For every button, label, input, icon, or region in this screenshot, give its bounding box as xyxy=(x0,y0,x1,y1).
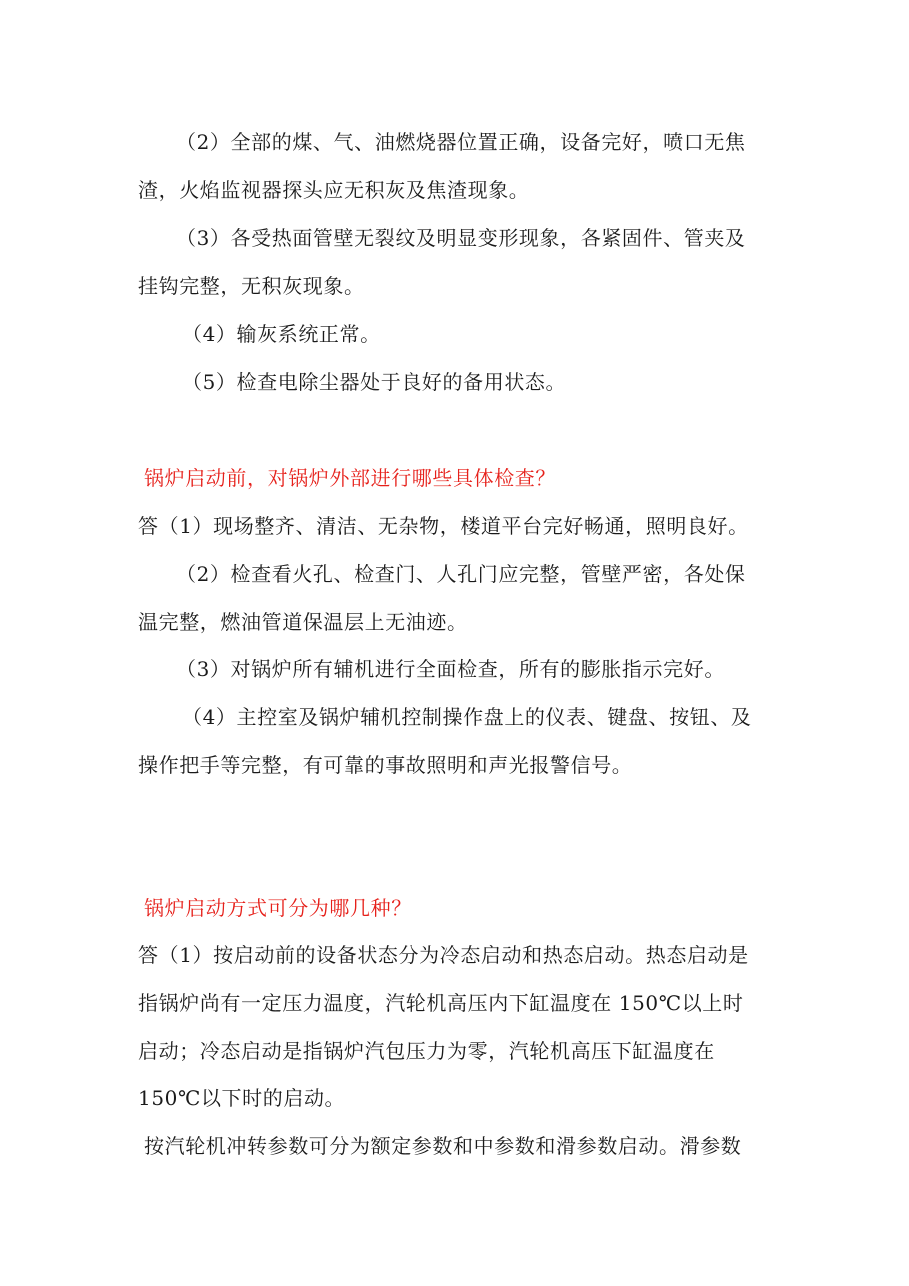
s1-item5: （5）检查电除尘器处于良好的备用状态。 xyxy=(182,370,567,394)
s1-item2-line2: 渣，火焰监视器探头应无积灰及焦渣现象。 xyxy=(138,178,530,202)
s3-question-heading: 锅炉启动方式可分为哪几种？ xyxy=(144,896,412,920)
s2-item4-line2: 操作把手等完整，有可靠的事故照明和声光报警信号。 xyxy=(138,753,633,777)
s1-item4: （4）输灰系统正常。 xyxy=(182,322,381,346)
s1-item3-line2: 挂钩完整，无积灰现象。 xyxy=(138,274,365,298)
s2-item2-line1: （2）检查看火孔、检查门、人孔门应完整，管壁严密，各处保 xyxy=(176,562,746,586)
s2-item4-line1: （4）主控室及锅炉辅机控制操作盘上的仪表、键盘、按钮、及 xyxy=(182,705,752,729)
s2-item3: （3）对锅炉所有辅机进行全面检查，所有的膨胀指示完好。 xyxy=(176,657,725,681)
s3-answer-line5: 按汽轮机冲转参数可分为额定参数和中参数和滑参数启动。滑参数 xyxy=(144,1134,742,1158)
s3-answer-line3: 启动；冷态启动是指锅炉汽包压力为零，汽轮机高压下缸温度在 xyxy=(138,1039,715,1063)
s3-answer-line2: 指锅炉尚有一定压力温度，汽轮机高压内下缸温度在 150℃以上时 xyxy=(138,991,744,1015)
s1-item2-line1: （2）全部的煤、气、油燃烧器位置正确，设备完好，喷口无焦 xyxy=(176,130,746,154)
s2-question-heading: 锅炉启动前，对锅炉外部进行哪些具体检查？ xyxy=(144,466,556,490)
s2-answer1: 答（1）现场整齐、清洁、无杂物，楼道平台完好畅通，照明良好。 xyxy=(138,514,749,538)
s3-answer-line4: 150℃以下时的启动。 xyxy=(138,1086,346,1110)
s3-answer-line1: 答（1）按启动前的设备状态分为冷态启动和热态启动。热态启动是 xyxy=(138,943,749,967)
s2-item2-line2: 温完整，燃油管道保温层上无油迹。 xyxy=(138,610,468,634)
s1-item3-line1: （3）各受热面管壁无裂纹及明显变形现象，各紧固件、管夹及 xyxy=(176,226,746,250)
